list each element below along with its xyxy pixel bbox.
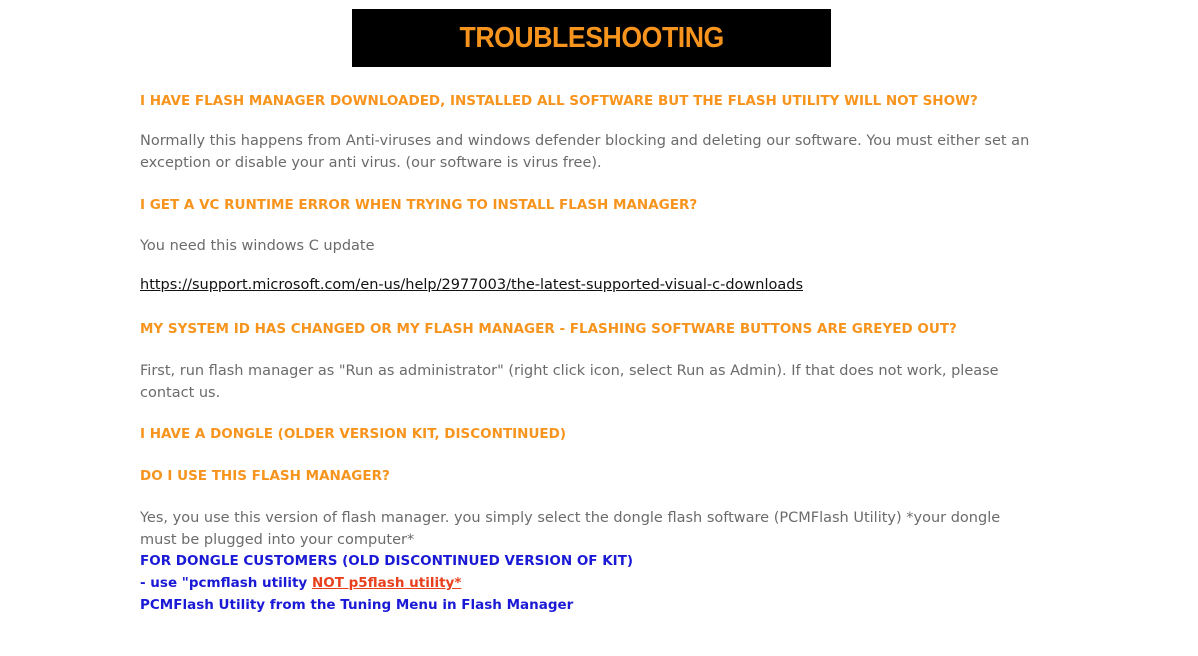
faq-question-flash-utility: I HAVE FLASH MANAGER DOWNLOADED, INSTALLED ALL SOFTWARE BUT THE FLASH UTILITY WILL NOT SHOW? <box>140 93 978 109</box>
faq-question-dongle: I HAVE A DONGLE (OLDER VERSION KIT, DISCONTINUED) <box>140 426 567 442</box>
faq-answer-system-id: First, run flash manager as "Run as administrator" (right click icon, select Run as Admin). If that does not work, please contact us. <box>140 363 999 401</box>
faq-answer-use-flash-manager: Yes, you use this version of flash manager. you simply select the dongle flash software (PCMFlash Utility) *your dongle must be plugged into your computer* <box>140 510 1001 548</box>
faq-question-system-id: MY SYSTEM ID HAS CHANGED OR MY FLASH MANAGER - FLASHING SOFTWARE BUTTONS ARE GREYED OUT? <box>140 321 957 337</box>
dongle-note-warning-link[interactable]: NOT p5flash utility* <box>311 575 462 591</box>
dongle-note-prefix: - use "pcmflash utility <box>140 575 312 591</box>
faq-answer-flash-utility: Normally this happens from Anti-viruses and windows defender blocking and deleting our software. You must either set an exception or disable your anti virus. (our software is virus free). <box>140 133 1030 171</box>
dongle-note-heading: FOR DONGLE CUSTOMERS (OLD DISCONTINUED VERSION OF KIT) <box>140 553 634 569</box>
page-title: TROUBLESHOOTING <box>459 21 724 54</box>
faq-question-use-flash-manager: DO I USE THIS FLASH MANAGER? <box>140 468 390 484</box>
microsoft-vc-download-link[interactable]: https://support.microsoft.com/en-us/help/2977003/the-latest-supported-visual-c-downloads <box>140 277 804 293</box>
faq-answer-vc-runtime: You need this windows C update <box>140 238 375 254</box>
faq-question-vc-runtime: I GET A VC RUNTIME ERROR WHEN TRYING TO INSTALL FLASH MANAGER? <box>140 197 698 213</box>
dongle-note-instruction <box>140 575 461 591</box>
header-banner <box>352 9 831 67</box>
dongle-note-menu-location: PCMFlash Utility from the Tuning Menu in Flash Manager <box>140 597 574 613</box>
